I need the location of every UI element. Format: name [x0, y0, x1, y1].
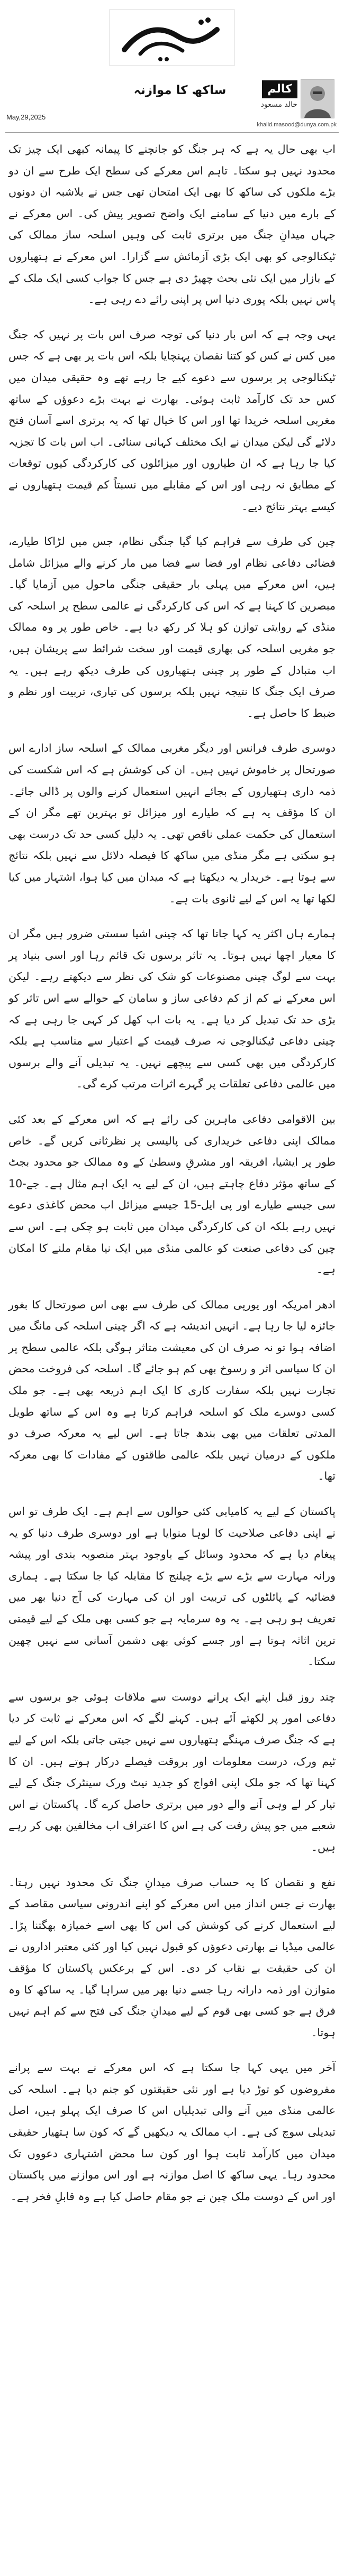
author-email[interactable]: khalid.masood@dunya.com.pk	[257, 122, 337, 128]
article-paragraph: آخر میں یہی کہا جا سکتا ہے کہ اس معرکے نے بہت سے پرانے مفروضوں کو توڑ دیا ہے اور نئی حقیقتوں کو جنم دیا ہے۔ اسلحہ کی عالمی منڈی میں آنے والی تبدیلیاں اس کا صرف ایک پہلو ہیں، اصل تبدیلی سوچ کی ہے۔ اب ممالک یہ دیکھیں گے کہ کون سا ہتھیار حقیقی میدان میں کارآمد ثابت ہوا اور کون سا محض اشتہاری دعووں تک محدود رہا۔ یہی ساکھ کا اصل موازنہ ہے اور اس موازنے میں پاکستان اور اس کے دوست ملک چین نے جو مقام حاصل کیا ہے وہ قابلِ فخر ہے۔	[8, 2061, 336, 2203]
article-paragraph: یہی وجہ ہے کہ اس بار دنیا کی توجہ صرف اس بات پر نہیں کہ جنگ میں کس نے کس کو کتنا نقصان پہنچایا بلکہ اس بات پر بھی ہے کہ جس ٹیکنالوجی پر برسوں سے دعوے کیے جا رہے تھے وہ حقیقی میدان میں کس حد تک کارآمد ثابت ہوئی۔ بھارت نے بہت بڑے دعوؤں کے ساتھ مغربی اسلحہ خریدا تھا اور اس کا خیال تھا کہ یہ برتری اسے آسان فتح دلائے گی لیکن میدان نے ایک مختلف کہانی سنائی۔ اب اس بات کا تجزیہ کیا جا رہا ہے کہ ان طیاروں اور میزائلوں کی کارکردگی کیوں توقعات کے مطابق نہ رہی اور اس کے مقابلے میں نسبتاً کم قیمت ہتھیاروں نے کیسے بہتر نتائج دیے۔	[8, 328, 336, 513]
article-paragraph: چین کی طرف سے فراہم کیا گیا جنگی نظام، جس میں لڑاکا طیارے، فضائی دفاعی نظام اور فضا سے فضا میں مار کرنے والے میزائل شامل ہیں، اس معرکے میں پہلی بار حقیقی جنگی ماحول میں آزمایا گیا۔ مبصرین کا کہنا ہے کہ اس کی کارکردگی نے عالمی سطح پر اسلحہ کی منڈی کے روایتی توازن کو ہلا کر رکھ دیا ہے۔ خاص طور پر وہ ممالک جو مغربی اسلحہ کی بھاری قیمت اور سخت شرائط سے پریشان ہیں، اب متبادل کے طور پر چینی ہتھیاروں کی طرف دیکھ رہے ہیں۔ یہ صرف ایک جنگ کا نتیجہ نہیں بلکہ برسوں کی تیاری، تربیت اور نظم و ضبط کا حاصل ہے۔	[8, 535, 336, 719]
masthead	[0, 0, 344, 135]
article-paragraph: چند روز قبل اپنے ایک پرانے دوست سے ملاقات ہوئی جو برسوں سے دفاعی امور پر لکھتے آئے ہیں۔ کہنے لگے کہ اس معرکے نے ثابت کر دیا ہے کہ جنگ صرف مہنگے ہتھیاروں سے نہیں جیتی جاتی بلکہ اس کے لیے ٹیم ورک، درست معلومات اور بروقت فیصلے درکار ہوتے ہیں۔ ان کا کہنا تھا کہ جو ملک اپنی افواج کو جدید نیٹ ورک سینٹرک جنگ کے لیے تیار کر لے وہی آنے والے دور میں برتری حاصل کرے گا۔ پاکستان نے اس شعبے میں جو پیش رفت کی ہے اس کا اعتراف اب مخالفین بھی کر رہے ہیں۔	[8, 1690, 336, 1853]
author-name: خالد مسعود	[260, 100, 297, 109]
publish-date: May,29,2025	[6, 113, 46, 121]
article-paragraph: بین الاقوامی دفاعی ماہرین کی رائے ہے کہ اس معرکے کے بعد کئی ممالک اپنی دفاعی خریداری کی پالیسی پر نظرثانی کریں گے۔ خاص طور پر ایشیا، افریقہ اور مشرقِ وسطیٰ کے وہ ممالک جو محدود بجٹ کے ساتھ مؤثر دفاع چاہتے ہیں، ان کے لیے یہ ایک اہم مثال ہے۔ جے-10 سی جیسے طیارے اور پی ایل-15 جیسے میزائل اب محض کاغذی دعوے نہیں رہے بلکہ ان کی کارکردگی میدان میں ثابت ہو چکی ہے۔ اس سے چین کی دفاعی صنعت کو عالمی منڈی میں ایک نیا مقام ملنے کا امکان ہے۔	[8, 1112, 336, 1276]
dunya-logo	[108, 8, 236, 67]
article-paragraph: پاکستان کے لیے یہ کامیابی کئی حوالوں سے اہم ہے۔ ایک طرف تو اس نے اپنی دفاعی صلاحیت کا لوہا منوایا ہے اور دوسری طرف دنیا کو یہ پیغام دیا ہے کہ محدود وسائل کے باوجود بہتر منصوبہ بندی اور پیشہ ورانہ مہارت سے بڑے سے بڑے چیلنج کا مقابلہ کیا جا سکتا ہے۔ ہماری فضائیہ کے پائلٹوں کی تربیت اور ان کی مہارت کی آج دنیا بھر میں تعریف ہو رہی ہے۔ یہ وہ سرمایہ ہے جو کسی بھی ملک کے لیے قیمتی ترین اثاثہ ہوتا ہے اور جسے کوئی بھی دشمن آسانی سے نہیں چھین سکتا۔	[8, 1505, 336, 1668]
header-divider	[5, 132, 339, 133]
article-paragraph: اب بھی حال یہ ہے کہ ہر جنگ کو جانچنے کا پیمانہ کبھی ایک چیز تک محدود نہیں ہو سکتا۔ تاہم اس معرکے کی سطح ایک طرح سے ان دو بڑے ملکوں کی ساکھ کا بھی ایک امتحان تھی جس نے بلاشبہ ان دونوں کے بارے میں دنیا کے سامنے ایک واضح تصویر پیش کی۔ اس معرکے نے جہاں میدانِ جنگ میں برتری ثابت کی وہیں اسلحہ ساز ممالک کی ٹیکنالوجی کو بھی ایک بڑی آزمائش سے گزارا۔ اس معرکے نے ہتھیاروں کے بازار میں ایک نئی بحث چھیڑ دی ہے جس کا جواب کسی ایک ملک کے پاس نہیں بلکہ پوری دنیا اس پر اپنی رائے دے رہی ہے۔	[8, 143, 336, 306]
article-paragraph: ادھر امریکہ اور یورپی ممالک کی طرف سے بھی اس صورتحال کا بغور جائزہ لیا جا رہا ہے۔ انہیں اندیشہ ہے کہ اگر چینی اسلحہ کی مانگ میں اضافہ ہوا تو نہ صرف ان کی معیشت متاثر ہوگی بلکہ عالمی سطح پر ان کا سیاسی اثر و رسوخ بھی کم ہو جائے گا۔ اسلحہ کی فروخت محض تجارت نہیں بلکہ سفارت کاری کا ایک اہم ذریعہ بھی ہے۔ جو ملک کسی دوسرے ملک کو اسلحہ فراہم کرتا ہے وہ اس کے ساتھ طویل المدتی تعلقات میں بھی بندھ جاتا ہے۔ اس لیے یہ معرکہ صرف دو ملکوں کے درمیان نہیں بلکہ عالمی طاقتوں کے مفادات کا بھی معرکہ تھا۔	[8, 1298, 336, 1483]
column-tag: کالم	[262, 80, 297, 98]
article-body	[8, 139, 336, 2221]
article-paragraph: دوسری طرف فرانس اور دیگر مغربی ممالک کے اسلحہ ساز ادارے اس صورتحال پر خاموش نہیں ہیں۔ ان کی کوشش ہے کہ اس شکست کی ذمہ داری ہتھیاروں کے بجائے انہیں استعمال کرنے والوں پر ڈالی جائے۔ ان کا مؤقف یہ ہے کہ طیارے اور میزائل تو بہترین تھے مگر ان کے استعمال کی حکمت عملی ناقص تھی۔ یہ دلیل کسی حد تک درست بھی ہو سکتی ہے مگر منڈی میں ساکھ کا فیصلہ دلائل سے نہیں بلکہ نتائج سے ہوتا ہے۔ خریدار یہ دیکھتا ہے کہ میدان میں کیا ہوا، اشتہار میں کیا لکھا تھا یہ اس کے لیے ثانوی بات ہے۔	[8, 742, 336, 905]
article-paragraph: نفع و نقصان کا یہ حساب صرف میدانِ جنگ تک محدود نہیں رہتا۔ بھارت نے جس انداز میں اس معرکے کو اپنے اندرونی سیاسی مقاصد کے لیے استعمال کرنے کی کوشش کی اس کا بھی اسے خمیازہ بھگتنا پڑا۔ عالمی میڈیا نے بھارتی دعوؤں کو قبول نہیں کیا اور کئی معتبر اداروں نے ان کی حقیقت بے نقاب کر دی۔ اس کے برعکس پاکستان کا مؤقف متوازن اور ذمہ دارانہ رہا جسے دنیا بھر میں سراہا گیا۔ یہ ساکھ کا وہ فرق ہے جو کسی بھی قوم کے لیے میدانِ جنگ کی فتح سے کم اہم نہیں ہوتا۔	[8, 1876, 336, 2039]
column-byline	[218, 80, 297, 118]
author-avatar	[301, 79, 334, 118]
dunya-logo-mark	[108, 8, 236, 67]
column-headline: ساکھ کا موازنہ	[133, 84, 227, 97]
article-paragraph: ہمارے ہاں اکثر یہ کہا جاتا تھا کہ چینی اشیا سستی ضرور ہیں مگر ان کا معیار اچھا نہیں ہوتا۔ یہ تاثر برسوں تک قائم رہا اور اسی بنیاد پر بہت سے لوگ چینی مصنوعات کو شک کی نظر سے دیکھتے رہے۔ لیکن اس معرکے نے کم از کم دفاعی ساز و سامان کے حوالے سے اس تاثر کو بڑی حد تک تبدیل کر دیا ہے۔ یہ بات اب کھل کر کہی جا رہی ہے کہ چینی دفاعی ٹیکنالوجی نہ صرف قیمت کے اعتبار سے مناسب ہے بلکہ کارکردگی میں بھی کسی سے پیچھے نہیں۔ یہ تبدیلی آنے والے برسوں میں عالمی دفاعی تعلقات پر گہرے اثرات مرتب کرے گی۔	[8, 927, 336, 1091]
